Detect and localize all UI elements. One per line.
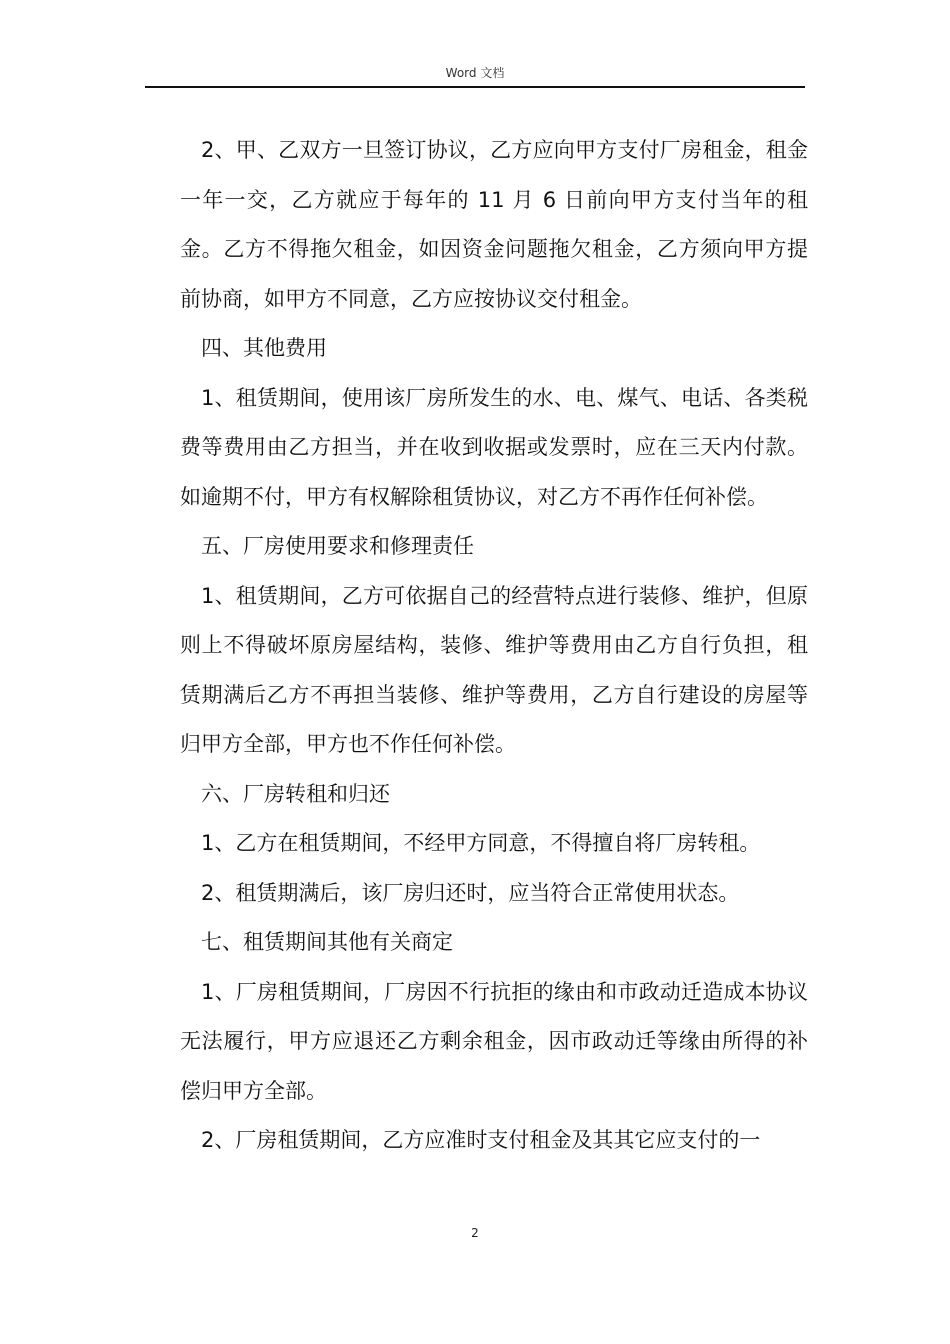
paragraph-sublet: 1、乙方在租赁期间，不经甲方同意，不得擅自将厂房转租。 <box>201 831 761 855</box>
paragraph-renovation: 1、租赁期间，乙方可依据自己的经营特点进行装修、维护，但原则上不得破坏原房屋结构，装修、维护等费用由乙方自行负担，租赁期满后乙方不再担当装修、维护等费用，乙方自行建设的房屋等归甲方全部，甲方也不作任何补偿。 <box>180 583 808 756</box>
section-heading-other-fees: 四、其他费用 <box>201 336 327 360</box>
paragraph-return: 2、租赁期满后，该厂房归还时，应当符合正常使用状态。 <box>201 880 740 905</box>
document-body <box>180 126 808 1166</box>
paragraph-force-majeure: 1、厂房租赁期间，厂房因不行抗拒的缘由和市政动迁造成本协议无法履行，甲方应退还乙方剩余租金，因市政动迁等缘由所得的补偿归甲方全部。 <box>180 979 808 1103</box>
section-heading-sublet-return: 六、厂房转租和归还 <box>201 781 390 806</box>
section-heading-usage-repair: 五、厂房使用要求和修理责任 <box>201 534 474 558</box>
section-heading-other-terms: 七、租赁期间其他有关商定 <box>201 930 453 954</box>
paragraph-timely-payment: 2、厂房租赁期间，乙方应准时支付租金及其其它应支付的一 <box>201 1128 761 1152</box>
paragraph-rent-payment: 2、甲、乙双方一旦签订协议，乙方应向甲方支付厂房租金，租金一年一交，乙方就应于每年的 11 月 6 日前向甲方支付当年的租金。乙方不得拖欠租金，如因资金问题拖欠租金，乙方须向甲方提前协商，如甲方不同意，乙方应按协议交付租金。 <box>180 138 808 311</box>
page-number: 2 <box>471 1226 479 1240</box>
header-divider <box>145 86 805 88</box>
paragraph-utility-fees: 1、租赁期间，使用该厂房所发生的水、电、煤气、电话、各类税费等费用由乙方担当，并在收到收据或发票时，应在三天内付款。如逾期不付，甲方有权解除租赁协议，对乙方不再作任何补偿。 <box>180 385 808 509</box>
page-header: Word 文档 <box>445 66 505 80</box>
